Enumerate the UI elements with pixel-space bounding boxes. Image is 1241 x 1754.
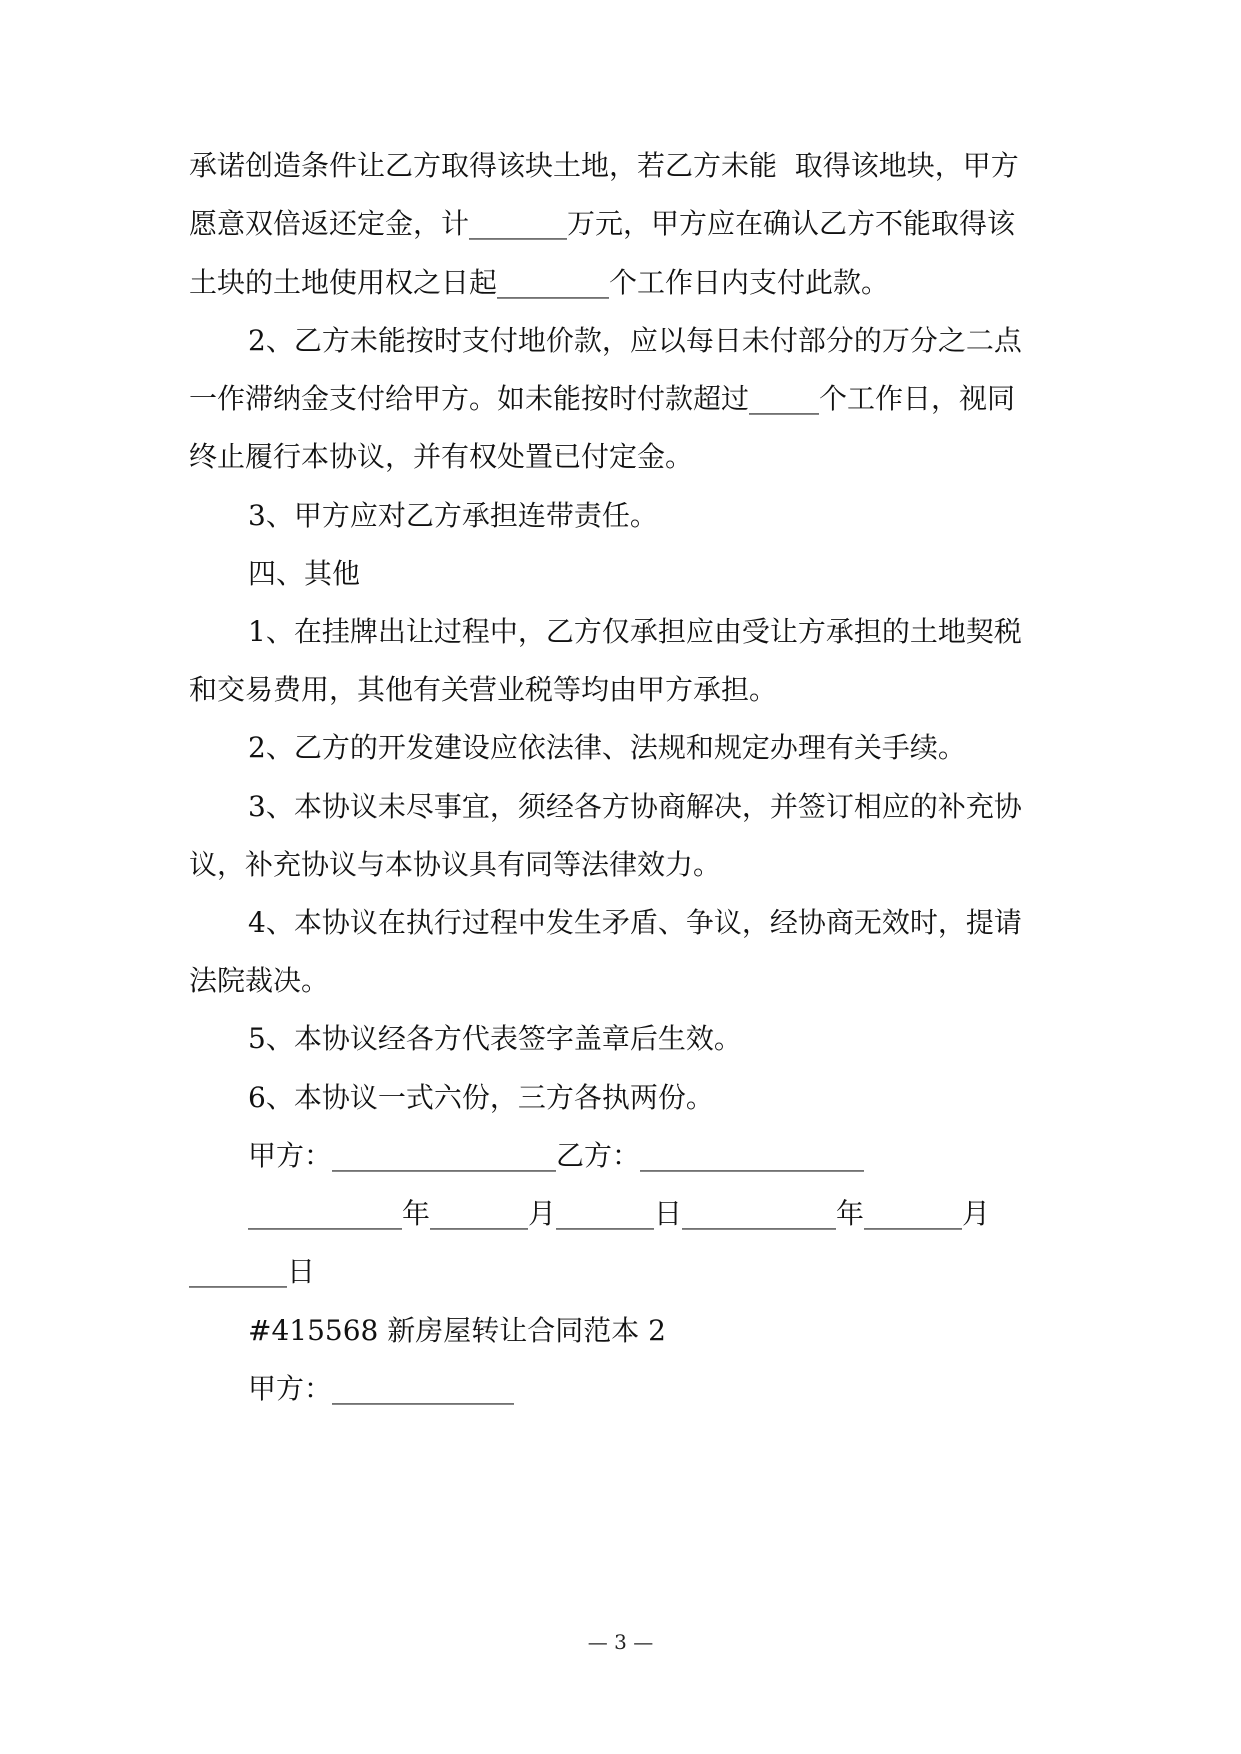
signature-line: 甲方：________________乙方：________________ — [248, 1139, 865, 1172]
date-line: _______日 — [189, 1255, 316, 1288]
contract-title: #415568 新房屋转让合同范本 2 — [248, 1314, 666, 1347]
section-heading: 四、其他 — [248, 557, 361, 590]
text-line: 和交易费用，其他有关营业税等均由甲方承担。 — [189, 673, 778, 706]
text-line: 2、乙方的开发建设应依法律、法规和规定办理有关手续。 — [248, 731, 966, 764]
text-line: 3、本协议未尽事宜，须经各方协商解决，并签订相应的补充协 — [248, 790, 1022, 823]
text-line: 3、甲方应对乙方承担连带责任。 — [248, 499, 658, 532]
text-line: 5、本协议经各方代表签字盖章后生效。 — [248, 1022, 742, 1055]
text-line: 承诺创造条件让乙方取得该块土地，若乙方未能 取得该地块，甲方 — [189, 149, 1019, 182]
text-line: 一作滞纳金支付给甲方。如未能按时付款超过_____个工作日，视同 — [189, 382, 1016, 415]
signature-line: 甲方：_____________ — [248, 1372, 515, 1405]
text-line: 议，补充协议与本协议具有同等法律效力。 — [189, 848, 722, 881]
text-line: 愿意双倍返还定金，计_______万元，甲方应在确认乙方不能取得该 — [189, 207, 1016, 240]
text-line: 1、在挂牌出让过程中，乙方仅承担应由受让方承担的土地契税 — [248, 615, 1022, 648]
text-line: 终止履行本协议，并有权处置已付定金。 — [189, 440, 694, 473]
page-number: — 3 — — [587, 1630, 654, 1654]
date-line: ___________年_______月_______日___________年_______月 — [248, 1197, 991, 1230]
text-line: 4、本协议在执行过程中发生矛盾、争议，经协商无效时，提请 — [248, 906, 1022, 939]
text-line: 法院裁决。 — [189, 964, 330, 997]
text-line: 2、乙方未能按时支付地价款，应以每日未付部分的万分之二点 — [248, 324, 1022, 357]
text-line: 6、本协议一式六份，三方各执两份。 — [248, 1081, 714, 1114]
text-line: 土块的土地使用权之日起________个工作日内支付此款。 — [189, 266, 890, 299]
